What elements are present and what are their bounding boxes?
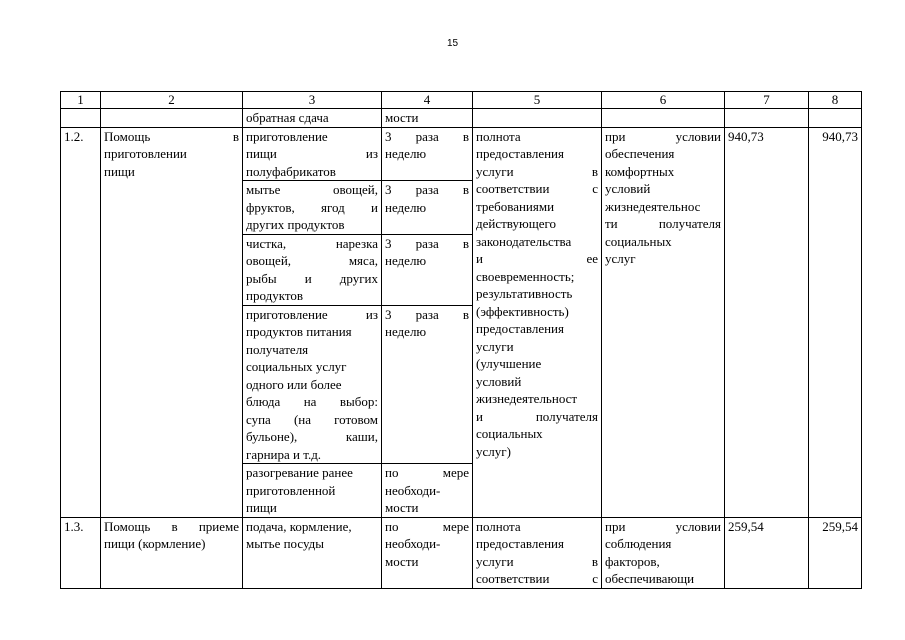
text-line: гарнира и т.д. xyxy=(246,446,322,462)
text-line: результативность xyxy=(476,286,573,301)
header-cell: 6 xyxy=(602,92,725,109)
text-line: подача, кормление, xyxy=(246,518,352,534)
table-row xyxy=(61,517,862,588)
text-line: полнота xyxy=(476,518,521,534)
cell xyxy=(809,109,862,128)
text-line: неделю xyxy=(385,199,427,215)
service-name xyxy=(101,517,243,588)
text-line: пищи xyxy=(104,163,135,179)
text-line: социальных xyxy=(476,426,543,441)
price-value: 259,54 xyxy=(809,517,862,588)
text-line: неделю xyxy=(385,324,427,339)
frequency xyxy=(382,464,473,518)
quality-indicators xyxy=(473,517,602,588)
text-line: соответствии с xyxy=(476,571,598,586)
header-row xyxy=(61,92,862,109)
service-content xyxy=(243,181,382,235)
text-line: жизнедеятельнос xyxy=(605,198,701,214)
frequency xyxy=(382,181,473,235)
header-cell: 1 xyxy=(61,92,101,109)
tariff-value: 259,54 xyxy=(725,517,809,588)
text-line: продуктов xyxy=(246,288,303,303)
services-table xyxy=(60,91,862,589)
text-line: законодательства xyxy=(476,233,572,249)
text-line: неделю xyxy=(385,146,427,161)
row-number: 1.3. xyxy=(61,517,101,588)
text-line: бульоне), каши, xyxy=(246,429,378,444)
cell xyxy=(61,109,101,128)
text-line: других продуктов xyxy=(246,217,345,232)
text-line: мости xyxy=(385,500,419,515)
header-cell: 2 xyxy=(101,92,243,109)
text-line: рыбы и других xyxy=(246,270,378,286)
text-line: Помощь в приеме xyxy=(104,518,239,534)
text-line: приготовленной xyxy=(246,482,336,498)
text-line: мытье овощей, xyxy=(246,182,378,197)
cell: обратная сдача xyxy=(243,109,382,128)
text-line: по мере xyxy=(385,518,469,534)
header-cell: 8 xyxy=(809,92,862,109)
service-name xyxy=(101,127,243,517)
continuation-row xyxy=(61,109,862,128)
text-line: предоставления xyxy=(476,146,564,161)
cell xyxy=(101,109,243,128)
text-line: чистка, нарезка xyxy=(246,235,378,251)
text-line: приготовление xyxy=(246,128,328,144)
text-line: (улучшение xyxy=(476,356,542,371)
frequency xyxy=(382,127,473,181)
text-line: услуг xyxy=(605,251,636,266)
provision-conditions xyxy=(602,127,725,517)
text-line: пищи xyxy=(246,500,277,515)
text-line: своевременность; xyxy=(476,268,575,284)
text-line: мости xyxy=(385,553,419,569)
text-line: услуги в xyxy=(476,553,598,569)
text-line: Помощь в xyxy=(104,128,239,144)
service-content xyxy=(243,234,382,305)
header-cell: 3 xyxy=(243,92,382,109)
cell xyxy=(725,109,809,128)
text-line: блюда на выбор: xyxy=(246,394,378,409)
text-line: социальных услуг xyxy=(246,359,347,374)
text-line: (эффективность) xyxy=(476,303,569,319)
text-line: услуги xyxy=(476,338,514,354)
text-line: приготовление из xyxy=(246,306,378,322)
text-line: пищи (кормление) xyxy=(104,536,206,551)
text-line: при условии xyxy=(605,128,721,144)
service-content xyxy=(243,305,382,464)
text-line: 3 раза в xyxy=(385,306,469,322)
text-line: обеспечения xyxy=(605,146,675,161)
text-line: необходи- xyxy=(385,536,441,551)
frequency xyxy=(382,305,473,464)
table-row xyxy=(61,127,862,181)
header-cell: 7 xyxy=(725,92,809,109)
cell xyxy=(602,109,725,128)
text-line: действующего xyxy=(476,216,556,231)
frequency xyxy=(382,517,473,588)
header-cell: 5 xyxy=(473,92,602,109)
frequency xyxy=(382,234,473,305)
text-line: ти получателя xyxy=(605,216,721,231)
text-line: и ее xyxy=(476,251,598,266)
text-line: продуктов питания xyxy=(246,324,352,339)
text-line: фруктов, ягод и xyxy=(246,199,378,215)
cell xyxy=(473,109,602,128)
text-line: одного или более xyxy=(246,376,342,392)
text-line: услуги в xyxy=(476,163,598,179)
service-content xyxy=(243,127,382,181)
text-line: условий xyxy=(605,181,651,196)
header-cell: 4 xyxy=(382,92,473,109)
text-line: комфортных xyxy=(605,163,675,179)
tariff-value: 940,73 xyxy=(725,127,809,517)
row-number: 1.2. xyxy=(61,127,101,517)
text-line: необходи- xyxy=(385,482,441,498)
text-line: пищи из xyxy=(246,146,378,161)
text-line: полуфабрикатов xyxy=(246,163,336,179)
provision-conditions xyxy=(602,517,725,588)
text-line: и получателя xyxy=(476,408,598,424)
text-line: обеспечивающи xyxy=(605,571,695,586)
text-line: соблюдения xyxy=(605,536,672,551)
text-line: жизнедеятельност xyxy=(476,391,578,406)
text-line: требованиями xyxy=(476,198,555,214)
text-line: супа (на готовом xyxy=(246,411,378,427)
text-line: факторов, xyxy=(605,553,660,569)
text-line: соответствии с xyxy=(476,181,598,196)
text-line: неделю xyxy=(385,253,427,268)
text-line: мытье посуды xyxy=(246,536,324,551)
text-line: приготовлении xyxy=(104,146,187,161)
price-value: 940,73 xyxy=(809,127,862,517)
service-content xyxy=(243,517,382,588)
text-line: 3 раза в xyxy=(385,128,469,144)
text-line: 3 раза в xyxy=(385,182,469,197)
text-line: по мере xyxy=(385,465,469,480)
quality-indicators xyxy=(473,127,602,517)
text-line: при условии xyxy=(605,518,721,534)
text-line: овощей, мяса, xyxy=(246,253,378,268)
service-content xyxy=(243,464,382,518)
text-line: услуг) xyxy=(476,443,511,459)
page-number: 15 xyxy=(446,38,459,49)
text-line: предоставления xyxy=(476,321,564,336)
text-line: получателя xyxy=(246,341,309,357)
text-line: социальных xyxy=(605,233,672,249)
text-line: полнота xyxy=(476,128,521,144)
text-line: условий xyxy=(476,373,522,389)
text-line: предоставления xyxy=(476,536,564,551)
text-line: 3 раза в xyxy=(385,235,469,251)
cell: мости xyxy=(382,109,473,128)
text-line: разогревание ранее xyxy=(246,465,353,480)
